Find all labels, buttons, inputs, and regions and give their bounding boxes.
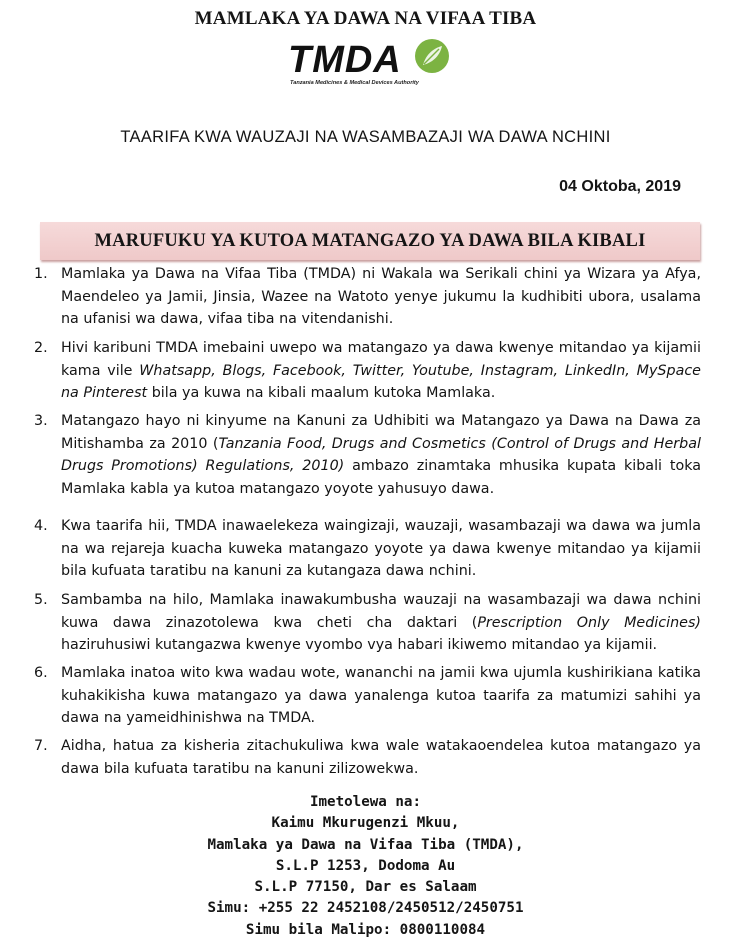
item-text-part: haziruhusiwi kutangazwa kwenye vyombo vya habari ikiwemo mitandao ya kijamii. [61, 637, 658, 653]
notice-title: TAARIFA KWA WAUZAJI NA WASAMBAZAJI WA DAWA NCHINI [120, 128, 611, 146]
item-text-part: ambazo zinamtaka mhusika kupata kibali toka Mamlaka kabla ya kutoa matangazo yoyote yahusuyo dawa. [61, 458, 701, 497]
headline-text: MARUFUKU YA KUTOA MATANGAZO YA DAWA BILA KIBALI [94, 230, 646, 251]
item-text [61, 337, 701, 405]
item-number: 2. [34, 340, 48, 356]
item-text: Aidha, hatua za kisheria zitachukuliwa kwa wale watakaoendelea kutoa matangazo ya dawa bila kufuata taratibu na kanuni zilizowekwa. [61, 738, 701, 777]
signature-issued-by: Imetolewa na: [309, 794, 422, 810]
signature-organization: Mamlaka ya Dawa na Vifaa Tiba (TMDA), [207, 836, 524, 853]
logo-subtitle: Tanzania Medicines & Medical Devices Authority [290, 80, 419, 86]
signature-address-dodoma: S.L.P 1253, Dodoma Au [275, 857, 456, 874]
item-number: 5. [34, 592, 48, 608]
item-text-part: Hivi karibuni TMDA imebaini uwepo wa matangazo ya dawa kwenye mitandao ya kijamii kama vile [61, 340, 701, 379]
logo-wordmark: TMDA [288, 39, 402, 81]
item-text-part: Matangazo hayo ni kinyume na Kanuni za Udhibiti wa Matangazo ya Dawa na Dawa za Mitishamba za 2010 ( [61, 413, 701, 452]
item-text-part: Sambamba na hilo, Mamlaka inawakumbusha wauzaji na wasambazaji wa dawa nchini kuwa dawa zinazotolewa kwa cheti cha daktari ( [61, 592, 701, 631]
signature-tollfree: Simu bila Malipo: 0800110084 [245, 921, 486, 938]
item-text-italic: Tanzania Food, Drugs and Cosmetics (Control of Drugs and Herbal Drugs Promotions) Regulations, 2010) [61, 435, 701, 474]
item-number: 7. [34, 738, 48, 754]
signature-address-dar: S.L.P 77150, Dar es Salaam [254, 879, 477, 896]
item-number: 4. [34, 518, 48, 534]
signature-title: Kaimu Mkurugenzi Mkuu, [271, 815, 460, 832]
item-text: Mamlaka ya Dawa na Vifaa Tiba (TMDA) ni Wakala wa Serikali chini ya Wizara ya Afya, Maendeleo ya Jamii, Jinsia, Wazee na Watoto yenye jukumu la kudhibiti ubora, usalama na ufanisi wa dawa, vifaa tiba na vitendanishi. [61, 266, 701, 327]
item-number: 3. [34, 413, 48, 429]
item-text [61, 410, 701, 500]
org-title: MAMLAKA YA DAWA NA VIFAA TIBA [194, 8, 537, 29]
leaf-icon [414, 38, 450, 74]
signature-phone: Simu: +255 22 2452108/2450512/2450751 [207, 900, 524, 917]
item-text: Mamlaka inatoa wito kwa wadau wote, wananchi na jamii kwa ujumla kushirikiana katika kuhakikisha kuwa matangazo ya dawa yanalenga kutoa taarifa za matumizi sahihi ya dawa na yameidhinishwa na TMDA. [61, 665, 701, 726]
notice-date: 04 Oktoba, 2019 [559, 178, 681, 195]
item-text-part: bila ya kuwa na kibali maalum kutoka Mamlaka. [147, 385, 496, 401]
item-number: 6. [34, 665, 48, 681]
item-text [61, 589, 701, 657]
headline-banner [40, 222, 700, 260]
item-number: 1. [34, 266, 48, 282]
item-text: Kwa taarifa hii, TMDA inawaelekeza waingizaji, wauzaji, wasambazaji wa dawa wa jumla na wa rejareja kuacha kuweka matangazo yoyote ya dawa kwenye mitandao ya kijamii bila kufuata taratibu na kanuni za kutangaza dawa nchini. [61, 518, 701, 579]
signature-block [0, 792, 731, 941]
tmda-logo [284, 38, 464, 92]
item-text-italic: Prescription Only Medicines) [477, 614, 701, 631]
item-text-italic: Whatsapp, Blogs, Facebook, Twitter, Youtube, Instagram, LinkedIn, MySpace na Pinterest [61, 362, 701, 401]
